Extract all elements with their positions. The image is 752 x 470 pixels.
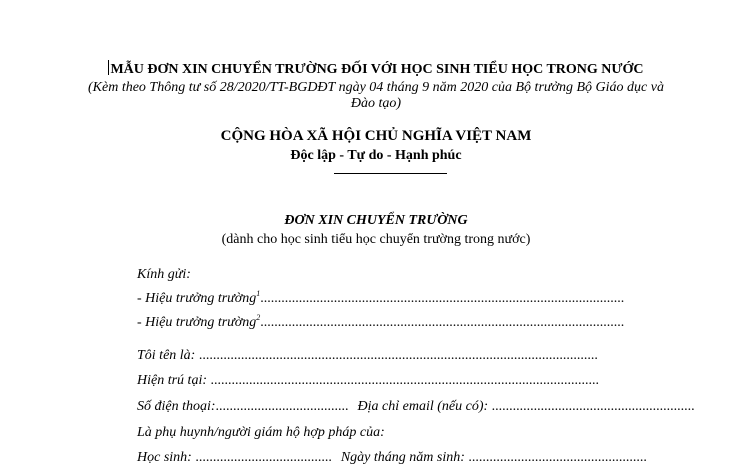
student-label: Học sinh:	[137, 450, 196, 465]
national-motto: Độc lập - Tự do - Hạnh phúc	[290, 148, 462, 163]
attachment-note-line2: Đào tạo)	[350, 96, 402, 111]
motto-underline	[334, 173, 447, 174]
dob-label: Ngày tháng năm sinh:	[340, 450, 469, 465]
greeting-label: Kính gửi:	[137, 267, 191, 282]
name-row[interactable]	[137, 347, 598, 364]
principal-2-dots[interactable]: ........................................................................................................	[260, 315, 625, 330]
guardian-label: Là phụ huynh/người giám hộ hợp pháp của:	[137, 425, 385, 440]
principal-1-row[interactable]	[137, 290, 624, 307]
footnote-1-marker: 1	[256, 289, 261, 298]
name-label: Tôi tên là:	[137, 348, 199, 363]
application-subtitle: (dành cho học sinh tiểu học chuyển trường trong nước)	[221, 232, 531, 247]
name-dots[interactable]: ..................................................................................................................	[198, 348, 598, 363]
phone-dots[interactable]: ......................................	[215, 399, 349, 414]
residence-row[interactable]	[137, 372, 599, 389]
principal-2-row[interactable]	[137, 314, 624, 331]
application-title: ĐƠN XIN CHUYỂN TRƯỜNG	[284, 213, 468, 228]
residence-label: Hiện trú tại:	[137, 373, 211, 388]
student-dots[interactable]: .......................................	[195, 450, 332, 465]
footnote-2-marker: 2	[256, 313, 261, 322]
form-title-text: MẪU ĐƠN XIN CHUYỂN TRƯỜNG ĐỐI VỚI HỌC SINH TIỂU HỌC TRONG NƯỚC	[110, 62, 644, 77]
email-dots[interactable]: ..........................................................	[491, 399, 695, 414]
attachment-note-line1: (Kèm theo Thông tư số 28/2020/TT-BGDĐT ngày 04 tháng 9 năm 2020 của Bộ trưởng Bộ Giáo dục và	[88, 80, 664, 95]
student-row	[137, 449, 647, 466]
principal-2-label: - Hiệu trưởng trường	[137, 315, 257, 330]
country-name: CỘNG HÒA XÃ HỘI CHỦ NGHĨA VIỆT NAM	[220, 128, 532, 144]
principal-1-label: - Hiệu trưởng trường	[137, 291, 257, 306]
residence-dots[interactable]: ...............................................................................................................	[210, 373, 599, 388]
principal-1-dots[interactable]: ........................................................................................................	[260, 291, 625, 306]
form-title	[0, 60, 752, 78]
email-label: Địa chỉ email (nếu có):	[357, 399, 492, 414]
contact-row	[137, 398, 695, 415]
phone-label: Số điện thoại:	[137, 399, 216, 414]
dob-dots[interactable]: ...................................................	[468, 450, 647, 465]
